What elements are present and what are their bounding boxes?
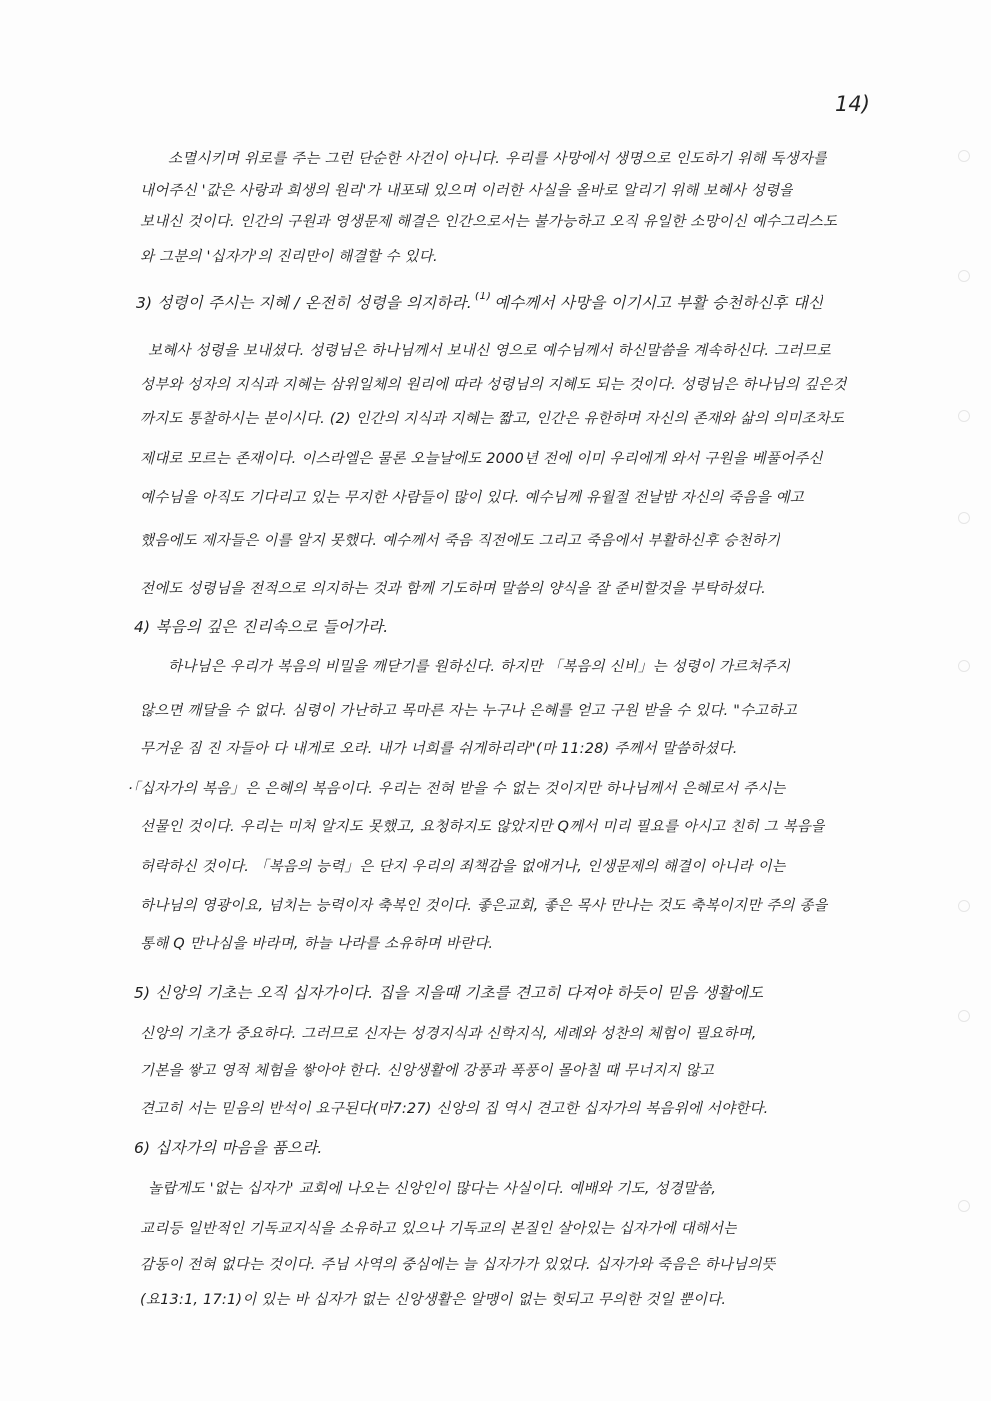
scan-mark xyxy=(958,660,970,672)
text-line: 소멸시키며 위로를 주는 그런 단순한 사건이 아니다. 우리를 사망에서 생명으로 인도하기 위해 독생자를 xyxy=(168,151,828,167)
section-heading-label: 3) 성령이 주시는 지혜 / 온전히 성령을 의지하라. xyxy=(136,294,472,312)
text-line: 보혜사 성령을 보내셨다. 성령님은 하나님께서 보내신 영으로 예수님께서 하신말씀을 계속하신다. 그러므로 xyxy=(148,343,831,359)
scan-mark xyxy=(958,270,970,282)
text-line: 기본을 쌓고 영적 체험을 쌓아야 한다. 신앙생활에 강풍과 폭풍이 몰아칠 때 무너지지 않고 xyxy=(140,1063,714,1079)
text-line: ·「십자가의 복음」은 은혜의 복음이다. 우리는 전혀 받을 수 없는 것이지만 하나님께서 은혜로서 주시는 xyxy=(128,781,786,797)
text-line: (요13:1, 17:1)이 있는 바 십자가 없는 신앙생활은 알맹이 없는 헛되고 무의한 것일 뿐이다. xyxy=(140,1292,727,1308)
text-line: 견고히 서는 믿음의 반석이 요구된다(마7:27) 신앙의 집 역시 견고한 십자가의 복음위에 서야한다. xyxy=(140,1101,769,1117)
text-line: 전에도 성령님을 전적으로 의지하는 것과 함께 기도하며 말씀의 양식을 잘 준비할것을 부탁하셨다. xyxy=(140,581,766,597)
section-heading-3 xyxy=(136,292,823,316)
scan-mark xyxy=(958,150,970,162)
text-line: 제대로 모르는 존재이다. 이스라엘은 물론 오늘날에도 2000년 전에 이미 우리에게 와서 구원을 베풀어주신 xyxy=(140,451,823,467)
text-line-continuation: 예수께서 사망을 이기시고 부활 승천하신후 대신 xyxy=(494,294,824,312)
text-line: 신앙의 기초가 중요하다. 그러므로 신자는 성경지식과 신학지식, 세례와 성찬의 체험이 필요하며, xyxy=(140,1026,757,1042)
scan-mark xyxy=(958,900,970,912)
text-line: 내어주신 '값은 사랑과 희생의 원리'가 내포돼 있으며 이러한 사실을 올바로 알리기 위해 보혜사 성령을 xyxy=(140,183,794,199)
text-line: 했음에도 제자들은 이를 알지 못했다. 예수께서 죽음 직전에도 그리고 죽음에서 부활하신후 승천하기 xyxy=(140,533,781,549)
text-line: 보내신 것이다. 인간의 구원과 영생문제 해결은 인간으로서는 불가능하고 오직 유일한 소망이신 예수그리스도 xyxy=(140,214,838,230)
text-line: 무거운 짐 진 자들아 다 내게로 오라. 내가 너희를 쉬게하리라"(마 11:28) 주께서 말씀하셨다. xyxy=(140,741,738,757)
scan-mark xyxy=(958,410,970,422)
page-number: 14) xyxy=(835,92,870,116)
section-heading-5: 5) 신앙의 기초는 오직 십자가이다. 집을 지을때 기초를 견고히 다져야 하듯이 믿음 생활에도 xyxy=(134,984,764,1002)
footnote-marker: (1) xyxy=(474,292,492,302)
text-line: 까지도 통찰하시는 분이시다. (2) 인간의 지식과 지혜는 짧고, 인간은 유한하며 자신의 존재와 삶의 의미조차도 xyxy=(140,411,845,427)
text-line: 감동이 전혀 없다는 것이다. 주님 사역의 중심에는 늘 십자가가 있었다. 십자가와 죽음은 하나님의뜻 xyxy=(140,1257,776,1273)
text-line: 않으면 깨달을 수 없다. 심령이 가난하고 목마른 자는 누구나 은혜를 얻고 구원 받을 수 있다. "수고하고 xyxy=(140,703,797,719)
text-line: 예수님을 아직도 기다리고 있는 무지한 사람들이 많이 있다. 예수님께 유월절 전날밤 자신의 죽음을 예고 xyxy=(140,490,805,506)
section-heading-6: 6) 십자가의 마음을 품으라. xyxy=(134,1139,323,1157)
text-line: 통해 Q 만나심을 바라며, 하늘 나라를 소유하며 바란다. xyxy=(140,936,494,952)
text-line: 교리등 일반적인 기독교지식을 소유하고 있으나 기독교의 본질인 살아있는 십자가에 대해서는 xyxy=(140,1221,738,1237)
scan-mark xyxy=(958,512,970,524)
scan-mark xyxy=(958,1010,970,1022)
text-line: 놀랍게도 '없는 십자가' 교회에 나오는 신앙인이 많다는 사실이다. 예배와 기도, 성경말씀, xyxy=(148,1181,717,1197)
section-heading-4: 4) 복음의 깊은 진리속으로 들어가라. xyxy=(134,618,389,636)
text-line: 하나님의 영광이요, 넘치는 능력이자 축복인 것이다. 좋은교회, 좋은 목사 만나는 것도 축복이지만 주의 종을 xyxy=(140,898,828,914)
text-line: 선물인 것이다. 우리는 미처 알지도 못했고, 요청하지도 않았지만 Q께서 미리 필요를 아시고 친히 그 복음을 xyxy=(140,819,826,835)
text-line: 허락하신 것이다. 「복음의 능력」은 단지 우리의 죄책감을 없애거나, 인생문제의 해결이 아니라 이는 xyxy=(140,859,786,875)
text-line: 성부와 성자의 지식과 지혜는 삼위일체의 원리에 따라 성령님의 지혜도 되는 것이다. 성령님은 하나님의 깊은것 xyxy=(140,377,847,393)
text-line: 와 그분의 '십자가'의 진리만이 해결할 수 있다. xyxy=(140,249,438,265)
text-line: 하나님은 우리가 복음의 비밀을 깨닫기를 원하신다. 하지만 「복음의 신비」는 성령이 가르쳐주지 xyxy=(168,659,791,675)
scan-mark xyxy=(958,1200,970,1212)
